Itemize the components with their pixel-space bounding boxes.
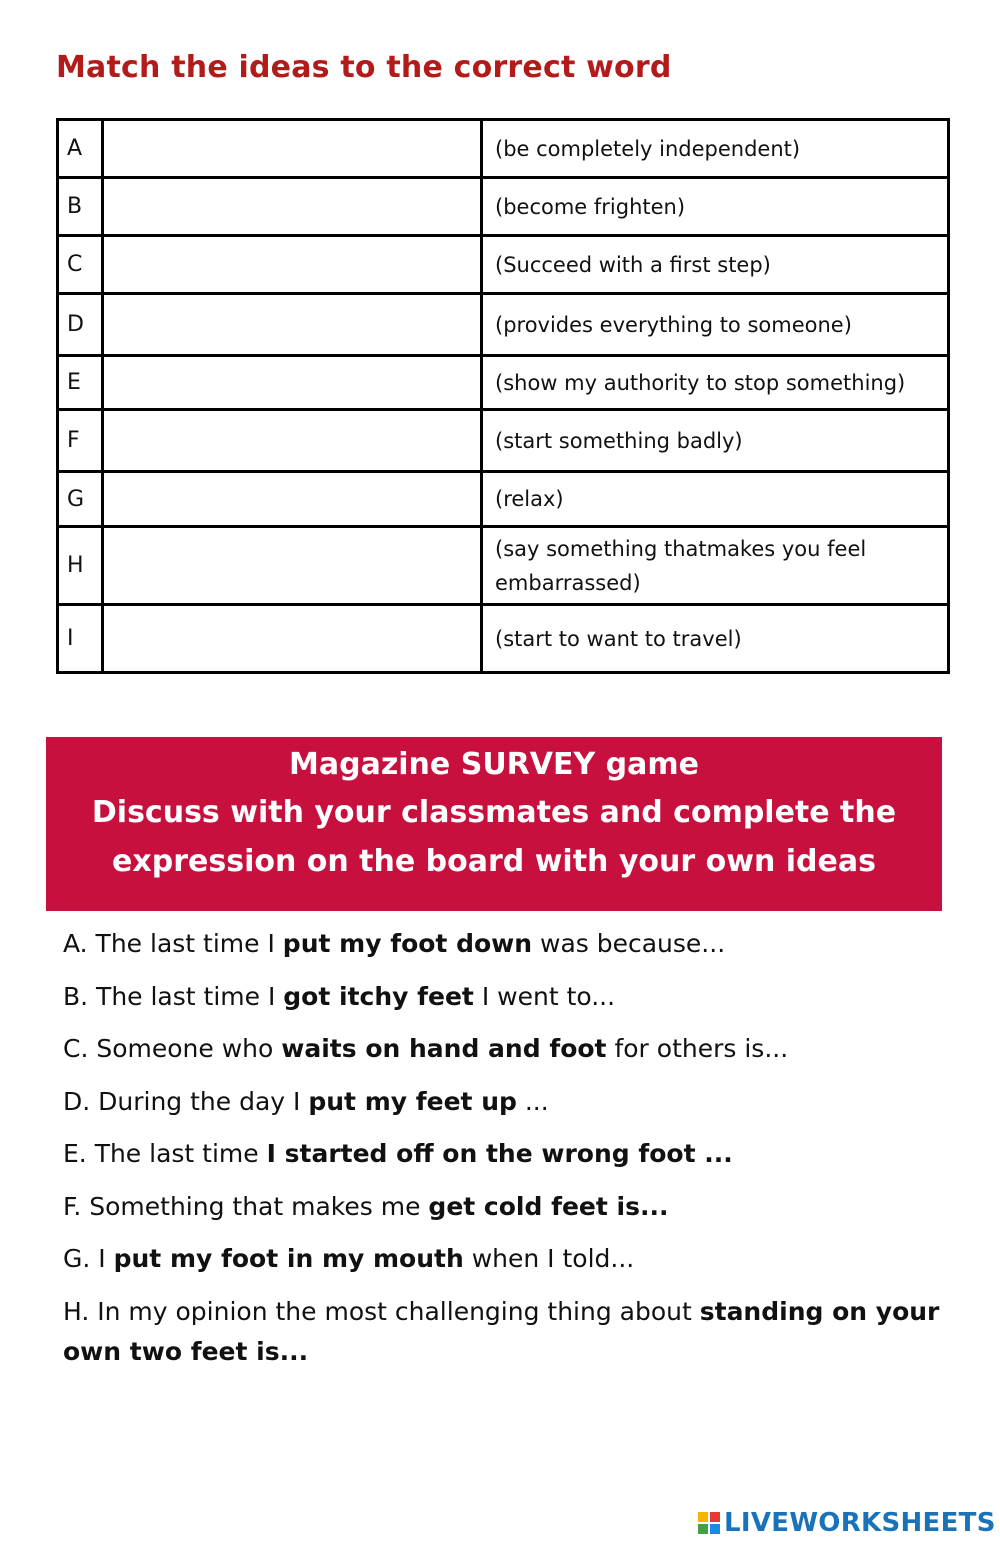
match-row-d [58,294,949,356]
survey-item [63,924,963,964]
row-meaning: (show my authority to stop something) [482,356,949,410]
match-row-e [58,356,949,410]
survey-list [63,924,963,1384]
answer-cell [103,410,482,472]
banner-subtitle: Discuss with your classmates and complete the expression on the board with your own ideas [91,795,897,879]
answer-input-f[interactable] [104,429,480,453]
survey-text-end: ... [516,1086,549,1116]
survey-item [63,1239,963,1279]
row-letter: E [58,356,103,410]
survey-expression: standing on your own two feet is... [63,1296,940,1366]
survey-text: H. In my opinion the most challenging thing about [63,1296,700,1326]
survey-expression: get cold feet is... [428,1191,669,1221]
answer-cell [103,178,482,236]
row-letter: D [58,294,103,356]
row-meaning: (start to want to travel) [482,605,949,673]
answer-cell [103,236,482,294]
row-meaning: (say something thatmakes you feel embarrassed) [482,527,949,605]
survey-expression: waits on hand and foot [281,1034,607,1063]
matching-table [56,118,950,674]
page-title: Match the ideas to the correct word [56,50,672,85]
answer-input-g[interactable] [104,487,480,511]
survey-text: G. I [63,1244,114,1273]
survey-item [63,977,963,1017]
survey-text-end: was because... [532,929,726,958]
answer-input-e[interactable] [104,371,480,395]
survey-expression: got itchy feet [283,981,474,1011]
survey-item [63,1029,963,1069]
logo-square-4 [710,1524,720,1534]
row-meaning: (provides everything to someone) [482,294,949,356]
survey-expression: put my foot in my mouth [113,1244,464,1273]
row-letter: F [58,410,103,472]
survey-text-end: I went to... [473,981,616,1011]
row-letter: I [58,605,103,673]
answer-cell [103,356,482,410]
row-letter: A [58,120,103,178]
answer-input-b[interactable] [104,195,480,219]
row-letter: B [58,178,103,236]
match-row-c [58,236,949,294]
answer-cell [103,527,482,605]
survey-text: E. The last time [63,1139,267,1168]
match-row-g [58,472,949,527]
liveworksheets-logo [698,1508,996,1538]
answer-cell [103,294,482,356]
row-meaning: (become frighten) [482,178,949,236]
survey-item [63,1187,963,1227]
survey-text-end: when I told... [463,1244,635,1273]
row-meaning: (Succeed with a first step) [482,236,949,294]
answer-cell [103,120,482,178]
survey-text: C. Someone who [63,1034,282,1063]
row-meaning: (relax) [482,472,949,527]
survey-expression: put my foot down [282,929,533,958]
row-letter: C [58,236,103,294]
logo-square-3 [698,1524,708,1534]
survey-text: B. The last time I [63,981,284,1011]
survey-expression: put my feet up [308,1086,517,1116]
row-letter: H [58,527,103,605]
match-row-h [58,527,949,605]
match-row-i [58,605,949,673]
answer-input-c[interactable] [104,253,480,277]
survey-expression: I started off on the wrong foot ... [266,1139,733,1168]
survey-text: D. During the day I [63,1086,309,1116]
survey-text: A. The last time I [63,929,283,958]
row-meaning: (start something badly) [482,410,949,472]
answer-input-i[interactable] [104,627,480,651]
logo-text: LIVEWORKSHEETS [724,1508,996,1538]
survey-text-end: for others is... [606,1034,789,1063]
row-meaning: (be completely independent) [482,120,949,178]
row-letter: G [58,472,103,527]
survey-item [63,1082,963,1122]
answer-input-h[interactable] [104,554,480,578]
answer-cell [103,472,482,527]
match-row-f [58,410,949,472]
match-row-a [58,120,949,178]
logo-square-2 [710,1512,720,1522]
match-row-b [58,178,949,236]
banner-title: Magazine SURVEY game [289,747,699,782]
survey-item [63,1134,963,1174]
answer-input-a[interactable] [104,137,480,161]
survey-text: F. Something that makes me [63,1191,429,1221]
answer-input-d[interactable] [104,313,480,337]
survey-banner [46,737,942,911]
logo-square-1 [698,1512,708,1522]
survey-item [63,1292,963,1372]
answer-cell [103,605,482,673]
liveworksheets-logo-icon [698,1512,720,1534]
